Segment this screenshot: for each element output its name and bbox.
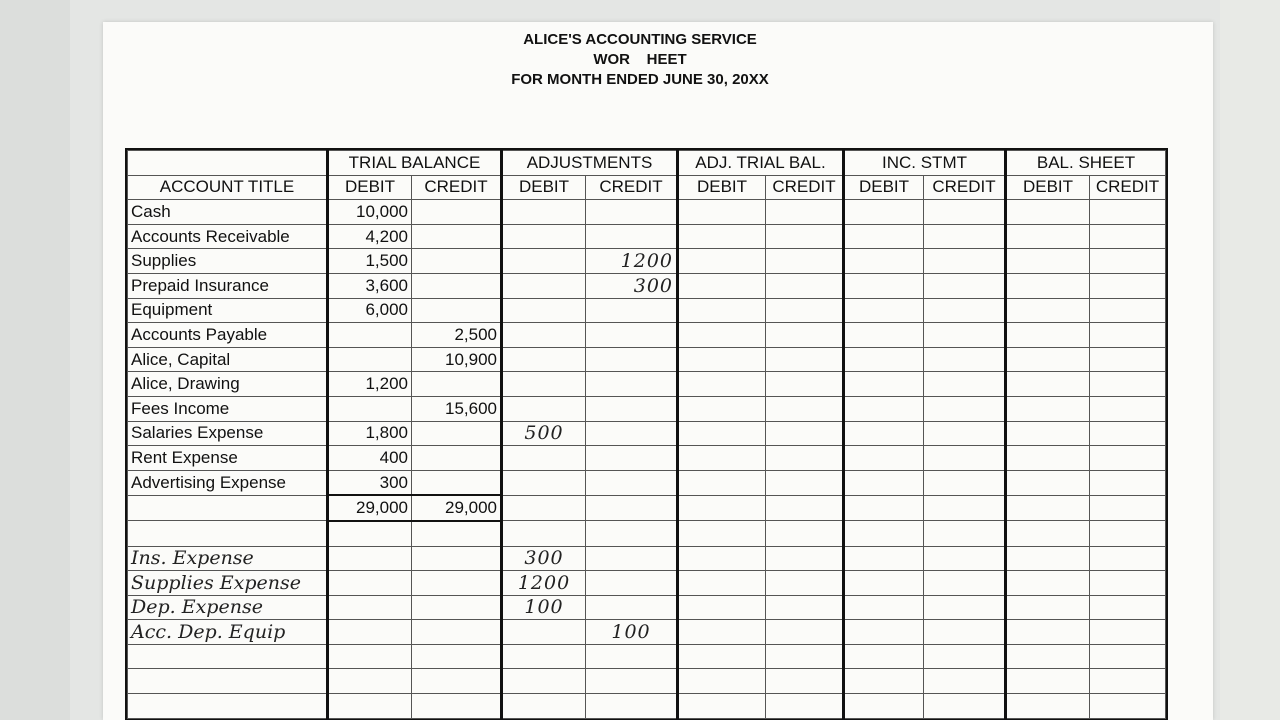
is-debit-cell [844,446,924,471]
adj-credit-header: CREDIT [586,175,678,200]
bs-debit-cell [1006,521,1090,546]
atb-credit-cell [766,446,844,471]
bs-credit-cell [1090,273,1166,298]
handwritten-row [128,620,1166,645]
bs-credit-cell [1090,249,1166,274]
worksheet-title: WOR HEET [593,51,687,68]
atb-credit-cell [766,421,844,446]
is-debit-cell [844,323,924,348]
account-row [128,224,1166,249]
blank-cell [586,644,678,669]
is-credit-cell [924,620,1006,645]
atb-credit-cell [766,249,844,274]
adj-credit-cell: 100 [586,620,678,645]
worksheet-body [128,200,1166,718]
atb-credit-cell [766,571,844,596]
atb-credit-cell [766,396,844,421]
account-name: Advertising Expense [128,470,328,495]
blank-cell [502,644,586,669]
adj-debit-cell: 100 [502,595,586,620]
is-debit-cell [844,273,924,298]
adj-credit-cell [586,323,678,348]
account-row [128,200,1166,225]
tb-credit-header: CREDIT [412,175,502,200]
tb-debit-cell: 3,600 [328,273,412,298]
adj-debit-cell [502,249,586,274]
bs-credit-cell [1090,421,1166,446]
adj-credit-cell [586,396,678,421]
atb-debit-cell [678,470,766,495]
blank-cell [502,669,586,694]
is-debit-cell [844,421,924,446]
atb-credit-cell [766,372,844,397]
account-row [128,249,1166,274]
blank-cell [412,644,502,669]
is-credit-header: CREDIT [924,175,1006,200]
tb-credit-cell [412,298,502,323]
tb-debit-cell [328,595,412,620]
is-credit-cell [924,495,1006,521]
is-credit-cell [924,595,1006,620]
tb-debit-cell: 4,200 [328,224,412,249]
account-row [128,273,1166,298]
account-name: Cash [128,200,328,225]
atb-debit-cell [678,249,766,274]
tb-credit-cell [412,200,502,225]
handwritten-row [128,595,1166,620]
atb-debit-cell [678,620,766,645]
tb-debit-cell [328,347,412,372]
atb-credit-cell [766,644,844,669]
atb-debit-cell [678,372,766,397]
atb-debit-cell [678,273,766,298]
is-credit-cell [924,298,1006,323]
background-left [0,0,70,720]
tb-debit-cell: 400 [328,446,412,471]
account-name: Supplies [128,249,328,274]
is-credit-cell [924,323,1006,348]
bs-credit-cell [1090,446,1166,471]
bs-debit-header: DEBIT [1006,175,1090,200]
tb-debit-cell: 1,500 [328,249,412,274]
inc-stmt-header: INC. STMT [844,151,1006,176]
bs-credit-cell [1090,595,1166,620]
tb-debit-cell: 1,200 [328,372,412,397]
bs-credit-cell [1090,521,1166,546]
atb-debit-cell [678,495,766,521]
tb-debit-cell [328,323,412,348]
is-debit-cell [844,372,924,397]
adj-credit-cell: 1200 [586,249,678,274]
blank-row [128,521,1166,546]
atb-debit-cell [678,595,766,620]
bal-sheet-header: BAL. SHEET [1006,151,1166,176]
atb-debit-cell [678,546,766,571]
bs-credit-cell [1090,224,1166,249]
bs-debit-cell [1006,372,1090,397]
adj-credit-cell [586,495,678,521]
atb-credit-cell [766,669,844,694]
blank-cell [586,521,678,546]
adj-credit-cell [586,546,678,571]
tb-debit-cell [328,546,412,571]
bs-credit-cell [1090,495,1166,521]
blank-cell [128,669,328,694]
atb-credit-cell [766,323,844,348]
bs-credit-cell [1090,298,1166,323]
is-debit-cell [844,595,924,620]
blank-cell [128,694,328,719]
worksheet-period: FOR MONTH ENDED JUNE 30, 20XX [511,71,769,88]
account-row [128,446,1166,471]
is-debit-cell [844,620,924,645]
is-credit-cell [924,372,1006,397]
account-row [128,372,1166,397]
tb-credit-cell: 15,600 [412,396,502,421]
adj-debit-cell [502,372,586,397]
bs-debit-cell [1006,495,1090,521]
tb-credit-cell [412,595,502,620]
is-credit-cell [924,200,1006,225]
subheader-row [128,175,1166,200]
bs-debit-cell [1006,421,1090,446]
bs-credit-cell [1090,372,1166,397]
bs-credit-cell [1090,571,1166,596]
is-debit-cell [844,669,924,694]
bs-credit-cell [1090,694,1166,719]
handwritten-account: Dep. Expense [128,595,328,620]
bs-debit-cell [1006,323,1090,348]
trial-balance-header: TRIAL BALANCE [328,151,502,176]
bs-debit-cell [1006,470,1090,495]
atb-debit-cell [678,694,766,719]
account-row [128,347,1166,372]
adj-debit-cell [502,347,586,372]
is-credit-cell [924,669,1006,694]
is-credit-cell [924,446,1006,471]
blank-cell [128,644,328,669]
bs-credit-cell [1090,644,1166,669]
is-debit-cell [844,224,924,249]
bs-debit-cell [1006,620,1090,645]
atb-credit-cell [766,298,844,323]
adj-debit-cell [502,224,586,249]
tb-debit-header: DEBIT [328,175,412,200]
tb-debit-total: 29,000 [328,495,412,521]
blank-cell [586,669,678,694]
bs-debit-cell [1006,571,1090,596]
atb-credit-cell [766,273,844,298]
blank-row [128,669,1166,694]
adj-credit-cell [586,298,678,323]
group-header-row [128,151,1166,176]
is-credit-cell [924,249,1006,274]
is-credit-cell [924,694,1006,719]
worksheet-header [0,30,1280,90]
tb-credit-cell [412,421,502,446]
adj-debit-cell [502,495,586,521]
blank-cell [328,694,412,719]
account-name: Fees Income [128,396,328,421]
is-debit-cell [844,396,924,421]
blank-cell [502,521,586,546]
tb-credit-cell [412,224,502,249]
blank-row [128,644,1166,669]
bs-credit-cell [1090,347,1166,372]
atb-debit-cell [678,669,766,694]
tb-credit-cell [412,249,502,274]
adj-trial-bal-header: ADJ. TRIAL BAL. [678,151,844,176]
adj-debit-header: DEBIT [502,175,586,200]
is-debit-cell [844,200,924,225]
bs-debit-cell [1006,694,1090,719]
account-name: Accounts Payable [128,323,328,348]
is-debit-cell [844,694,924,719]
is-debit-header: DEBIT [844,175,924,200]
background-right [1220,0,1280,720]
account-name: Accounts Receivable [128,224,328,249]
bs-debit-cell [1006,396,1090,421]
tb-debit-cell: 300 [328,470,412,495]
account-title-header: ACCOUNT TITLE [128,175,328,200]
account-row [128,396,1166,421]
is-debit-cell [844,298,924,323]
account-name: Alice, Drawing [128,372,328,397]
account-name: Salaries Expense [128,421,328,446]
tb-credit-cell [412,571,502,596]
bs-debit-cell [1006,347,1090,372]
bs-credit-cell [1090,669,1166,694]
blank-cell [128,521,328,546]
is-debit-cell [844,347,924,372]
account-name: Rent Expense [128,446,328,471]
blank-cell [412,669,502,694]
adj-credit-cell [586,224,678,249]
adj-credit-cell [586,470,678,495]
worksheet-table [127,150,1166,719]
adj-debit-cell [502,200,586,225]
is-debit-cell [844,571,924,596]
atb-debit-header: DEBIT [678,175,766,200]
totals-label-cell [128,495,328,521]
tb-credit-cell [412,273,502,298]
account-name: Prepaid Insurance [128,273,328,298]
bs-debit-cell [1006,669,1090,694]
atb-debit-cell [678,521,766,546]
bs-credit-header: CREDIT [1090,175,1166,200]
bs-debit-cell [1006,644,1090,669]
account-title-top [128,151,328,176]
account-row [128,298,1166,323]
bs-credit-cell [1090,546,1166,571]
blank-cell [328,521,412,546]
bs-debit-cell [1006,249,1090,274]
account-row [128,470,1166,495]
atb-debit-cell [678,224,766,249]
tb-credit-cell: 10,900 [412,347,502,372]
atb-debit-cell [678,571,766,596]
atb-credit-cell [766,546,844,571]
adj-debit-cell: 500 [502,421,586,446]
atb-debit-cell [678,200,766,225]
blank-cell [328,669,412,694]
adj-debit-cell: 1200 [502,571,586,596]
bs-debit-cell [1006,446,1090,471]
bs-credit-cell [1090,470,1166,495]
atb-credit-cell [766,521,844,546]
tb-credit-cell [412,620,502,645]
tb-credit-cell [412,372,502,397]
atb-credit-header: CREDIT [766,175,844,200]
bs-debit-cell [1006,298,1090,323]
atb-debit-cell [678,421,766,446]
is-debit-cell [844,470,924,495]
atb-credit-cell [766,495,844,521]
tb-debit-cell: 1,800 [328,421,412,446]
is-credit-cell [924,644,1006,669]
handwritten-row [128,546,1166,571]
adj-credit-cell [586,571,678,596]
adj-debit-cell: 300 [502,546,586,571]
bs-debit-cell [1006,595,1090,620]
tb-credit-cell [412,446,502,471]
adj-credit-cell: 300 [586,273,678,298]
adjustments-header: ADJUSTMENTS [502,151,678,176]
is-debit-cell [844,495,924,521]
adj-credit-cell [586,595,678,620]
blank-cell [328,644,412,669]
handwritten-account: Acc. Dep. Equip [128,620,328,645]
adj-debit-cell [502,446,586,471]
adj-debit-cell [502,620,586,645]
atb-credit-cell [766,694,844,719]
adj-credit-cell [586,200,678,225]
handwritten-row [128,571,1166,596]
is-credit-cell [924,546,1006,571]
company-name: ALICE'S ACCOUNTING SERVICE [523,31,757,48]
atb-credit-cell [766,595,844,620]
atb-debit-cell [678,298,766,323]
bs-credit-cell [1090,620,1166,645]
is-credit-cell [924,470,1006,495]
atb-credit-cell [766,224,844,249]
account-row [128,323,1166,348]
account-name: Equipment [128,298,328,323]
bs-credit-cell [1090,200,1166,225]
account-row [128,421,1166,446]
is-credit-cell [924,521,1006,546]
atb-credit-cell [766,470,844,495]
atb-debit-cell [678,347,766,372]
tb-debit-cell [328,396,412,421]
is-credit-cell [924,273,1006,298]
adj-credit-cell [586,347,678,372]
is-debit-cell [844,249,924,274]
is-credit-cell [924,421,1006,446]
bs-credit-cell [1090,323,1166,348]
is-credit-cell [924,347,1006,372]
atb-debit-cell [678,446,766,471]
adj-debit-cell [502,323,586,348]
bs-debit-cell [1006,273,1090,298]
atb-debit-cell [678,323,766,348]
bs-debit-cell [1006,546,1090,571]
tb-debit-cell: 6,000 [328,298,412,323]
tb-debit-cell [328,620,412,645]
is-credit-cell [924,396,1006,421]
is-debit-cell [844,521,924,546]
bs-credit-cell [1090,396,1166,421]
tb-credit-cell [412,546,502,571]
tb-debit-cell: 10,000 [328,200,412,225]
is-credit-cell [924,571,1006,596]
tb-credit-total: 29,000 [412,495,502,521]
bs-debit-cell [1006,224,1090,249]
blank-cell [586,694,678,719]
atb-debit-cell [678,644,766,669]
adj-credit-cell [586,446,678,471]
atb-debit-cell [678,396,766,421]
handwritten-account: Ins. Expense [128,546,328,571]
blank-row [128,694,1166,719]
adj-debit-cell [502,273,586,298]
is-debit-cell [844,644,924,669]
atb-credit-cell [766,347,844,372]
bs-debit-cell [1006,200,1090,225]
adj-credit-cell [586,372,678,397]
account-name: Alice, Capital [128,347,328,372]
tb-credit-cell [412,470,502,495]
adj-debit-cell [502,470,586,495]
totals-row [128,495,1166,521]
handwritten-account: Supplies Expense [128,571,328,596]
is-debit-cell [844,546,924,571]
adj-credit-cell [586,421,678,446]
adj-debit-cell [502,298,586,323]
tb-credit-cell: 2,500 [412,323,502,348]
adj-debit-cell [502,396,586,421]
atb-credit-cell [766,620,844,645]
blank-cell [412,694,502,719]
is-credit-cell [924,224,1006,249]
tb-debit-cell [328,571,412,596]
atb-credit-cell [766,200,844,225]
blank-cell [412,521,502,546]
blank-cell [502,694,586,719]
